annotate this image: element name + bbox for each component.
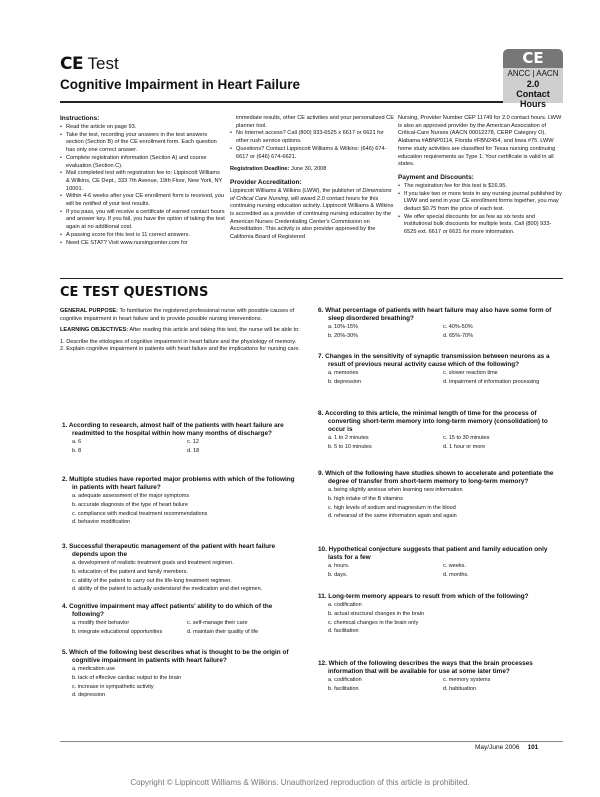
answer-options: [318, 323, 558, 341]
answer-option[interactable]: a. modify their behavior: [72, 620, 130, 626]
answer-option[interactable]: b. integrate educational opportunities: [72, 628, 163, 635]
question-text: 11. Long-term memory appears to result from which of the following?: [318, 593, 529, 600]
answer-option[interactable]: a. 6: [72, 439, 82, 445]
copyright-notice: Copyright © Lippincott Williams & Wilkins. Unauthorized reproduction of this article is prohibited.: [130, 778, 470, 787]
answer-options: [62, 492, 302, 527]
badge-line2: 2.0: [526, 79, 540, 89]
list-item: • Need CE STAT? Visit www.nursingcenter.com for: [60, 240, 225, 248]
answer-option[interactable]: d. behavior modification: [72, 519, 131, 526]
instructions-continued: immediate results, other CE activities and your personalized CE planner tool.: [236, 115, 394, 129]
instructions-list: [60, 124, 225, 247]
section-rule: [60, 278, 563, 279]
answer-option[interactable]: a. 1 to 2 minutes: [328, 435, 369, 441]
instructions-heading: Instructions:: [60, 115, 100, 122]
header-rule: [60, 101, 503, 103]
answer-options: [318, 676, 558, 694]
answer-option[interactable]: a. memories: [328, 370, 359, 376]
question-text: 1. According to research, almost half of the patients with heart failure are readmitted to the hospital within how many months of discharge?: [62, 422, 284, 437]
answer-option[interactable]: b. days.: [328, 571, 348, 578]
question-text: 3. Successful therapeutic management of the patient with heart failure depends upon the: [62, 543, 276, 558]
page-title: [60, 55, 560, 73]
answer-option[interactable]: b. 20%-30%: [328, 332, 358, 339]
badge-line3: Contact Hours: [516, 89, 550, 109]
answer-option[interactable]: d. depression: [72, 692, 106, 699]
answer-options: [318, 486, 558, 521]
question-11: [318, 593, 558, 636]
answer-option[interactable]: d. facilitation: [328, 628, 359, 635]
list-item: • If you take two or more tests in any nursing journal published by LWW and send in your CE enrollment forms together, you may deduct $0.75 from the price of each test.: [398, 191, 563, 214]
answer-option[interactable]: c. 15 to 30 minutes: [443, 435, 490, 441]
instructions-column: [60, 115, 225, 247]
answer-option[interactable]: b. facilitation: [328, 685, 359, 692]
answer-option[interactable]: b. depression: [328, 378, 362, 385]
answer-option[interactable]: a. being slightly anxious when learning new information: [328, 487, 463, 493]
answer-option[interactable]: c. memory systems: [443, 677, 491, 683]
list-item: • Questions? Contact Lippincott Williams & Wilkins: (646) 674-6617 or (646) 674-6621.: [230, 146, 395, 161]
answer-option[interactable]: b. 5 to 10 minutes: [328, 443, 372, 450]
badge-line1: ANCC | AACN: [507, 69, 559, 78]
accreditation-text: Lippincott Williams & Wilkins (LWW), the publisher of Dimensions of Critical Care Nursing, will award 2.0 contact hours for this continuing nursing education activity. Lippincott Williams & Wilkins is accredited as a provider of continuing nursing education by the American Nurses Credentialing Center's Commission on Accreditation. This activity is also provider approved by the California Board of Registered: [230, 187, 394, 241]
answer-option[interactable]: b. accurate diagnosis of the type of heart failure: [72, 501, 188, 508]
answer-option[interactable]: d. rehearsal of the same information again and again: [328, 513, 457, 520]
general-purpose: GENERAL PURPOSE: To familiarize the registered professional nurse with possible causes of cognitive impairment in heart failure and to provide possible nursing interventions.: [60, 308, 295, 322]
answer-option[interactable]: c. self-manage their care: [187, 620, 248, 626]
accreditation-heading: Provider Accreditation:: [230, 178, 302, 186]
answer-option[interactable]: b. high intake of the B vitamins: [328, 495, 403, 502]
list-item: • A passing score for this test is 11 correct answers.: [60, 232, 225, 240]
answer-option[interactable]: d. 1 hour or more: [443, 443, 486, 450]
answer-option[interactable]: c. increase in sympathetic activity: [72, 683, 154, 690]
answer-option[interactable]: b. 8: [72, 447, 82, 454]
answer-option[interactable]: b. education of the patient and family members.: [72, 568, 188, 575]
payment-column: [398, 115, 563, 237]
question-2: [62, 476, 302, 527]
question-text: 12. Which of the following describes the ways that the brain processes information that will be available for use at some later time?: [318, 660, 533, 675]
questions-heading: CE TEST QUESTIONS: [60, 285, 209, 300]
contact-list: [230, 130, 395, 161]
answer-option[interactable]: d. ability of the patient to actually understand the medication and diet regimen.: [72, 586, 263, 593]
question-10: [318, 546, 558, 580]
answer-option[interactable]: c. weeks.: [443, 563, 466, 569]
answer-option[interactable]: d. impairment of information processing: [443, 378, 540, 385]
answer-options: [318, 434, 558, 452]
answer-option[interactable]: a. hours.: [328, 563, 350, 569]
accreditation-continued: Nursing, Provider Number CEP 11749 for 2.0 contact hours. LWW is also an approved provider by the American Association of Critical-Care Nurses (AACN 00012278, CERP Category O), Alabama #ABNP0114, Florida #FBN2454, and Iowa #75. LWW home study activities are classified for Texas nursing continuing education requirements as Type 1. Your certificate is valid in all states.: [398, 115, 562, 168]
answer-options: [62, 665, 302, 700]
list-item: • No Internet access? Call (800) 933-6525 x 6617 or 6621 for other rush service options.: [230, 130, 395, 145]
question-text: 10. Hypothetical conjecture suggests that patient and family education only lasts for a few: [318, 546, 548, 561]
answer-option[interactable]: c. chemical changes in the brain only: [328, 619, 419, 626]
answer-option[interactable]: d. maintain their quality of life: [187, 628, 259, 635]
objectives-list: [60, 339, 305, 354]
badge-ce: CE: [503, 49, 563, 68]
answer-option[interactable]: d. months.: [443, 571, 469, 578]
question-9: [318, 470, 558, 521]
answer-options: [318, 601, 558, 636]
question-text: 6. What percentage of patients with heart failure may also have some form of sleep disordered breathing?: [318, 307, 552, 322]
answer-options: [318, 369, 558, 387]
list-item: • Mail completed test with registration fee to: Lippincott Williams & Wilkins, CE Dept., 333 7th Avenue, 19th Floor, New York, NY 10001.: [60, 170, 225, 193]
question-text: 5. Which of the following best describes what is thought to be the origin of cognitive impairment in patients with heart failure?: [62, 649, 289, 664]
badge-body: [503, 68, 563, 109]
answer-option[interactable]: c. 40%-50%: [443, 324, 473, 330]
question-text: 2. Multiple studies have reported major problems with which of the following in patients with heart failure?: [62, 476, 295, 491]
registration-deadline: Registration Deadline: June 30, 2008: [230, 166, 327, 173]
list-item: • Within 4-6 weeks after your CE enrollment form is received, you will be notified of your test results.: [60, 193, 225, 208]
answer-option[interactable]: a. adequate assessment of the major symptoms: [72, 493, 190, 499]
list-item: 1. Describe the etiologies of cognitive impairment in heart failure and the physiology of memory.: [60, 338, 297, 345]
answer-option[interactable]: a. medication use: [72, 666, 116, 672]
question-8: [318, 410, 558, 452]
answer-option[interactable]: d. habituation: [443, 685, 477, 692]
answer-option[interactable]: a. codification: [328, 602, 362, 608]
answer-options: [62, 619, 302, 637]
footer-rule: [60, 741, 563, 742]
answer-option[interactable]: b. actual structural changes in the brain: [328, 610, 425, 617]
page-number: 101: [527, 744, 539, 751]
test-label: Test: [87, 54, 119, 73]
question-12: [318, 660, 558, 694]
question-text: 8. According to this article, the minimal length of time for the process of converting short-term memory into long-term memory (consolidation) to occur is: [318, 410, 548, 433]
payment-heading: Payment and Discounts:: [398, 173, 474, 181]
answer-option[interactable]: c. slower reaction time: [443, 370, 498, 376]
list-item: • Complete registration information (Section A) and course evaluation (Section C).: [60, 155, 225, 170]
purpose-objectives: [60, 308, 305, 354]
answer-options: [318, 562, 558, 580]
answer-option[interactable]: a. development of realistic treatment goals and treatment regimen.: [72, 560, 234, 566]
answer-option[interactable]: d. 65%-70%: [443, 332, 473, 339]
issue-info: [475, 744, 538, 751]
list-item: • If you pass, you will receive a certificate of earned contact hours and answer key. If you fail, you have the option of taking the test again at no additional cost.: [60, 209, 225, 232]
answer-option[interactable]: c. ability of the patient to carry out the life-long treatment regimen.: [72, 577, 232, 584]
header: [60, 55, 560, 92]
payment-list: [398, 183, 563, 237]
question-3: [62, 543, 302, 594]
question-7: [318, 353, 558, 387]
contact-hours-badge: [503, 49, 563, 109]
accreditation-column: [230, 115, 395, 242]
question-4: [62, 603, 302, 637]
question-text: 9. Which of the following have studies shown to accelerate and potentiate the degree of transfer from short-term memory to long-term memory?: [318, 470, 554, 485]
ce-label: CE: [60, 54, 84, 74]
learning-objectives: LEARNING OBJECTIVES: After reading this article and taking this test, the nurse will be able to:: [60, 327, 300, 333]
answer-option[interactable]: c. 12: [187, 439, 199, 445]
question-5: [62, 649, 302, 700]
list-item: • We offer special discounts for as few as six tests and institutional bulk discounts for multiple tests. Call (800) 933-6525 ext. 6617 or 6621 for more information.: [398, 214, 563, 237]
answer-option[interactable]: c. high levels of sodium and magnesium in the blood: [328, 504, 456, 511]
issue-date: May/June 2006: [475, 744, 520, 751]
answer-option[interactable]: b. lack of effective cardiac output to the brain: [72, 674, 182, 681]
list-item: • Read the article on page 93.: [60, 124, 225, 132]
question-text: 4. Cognitive impairment may affect patients' ability to do which of the following?: [62, 603, 273, 618]
answer-option[interactable]: d. 18: [187, 447, 200, 454]
answer-options: [62, 438, 302, 456]
question-6: [318, 307, 558, 341]
list-item: • Take the test, recording your answers in the test answers section (Section B) of the CE enrollment form. Each question has only one correct answer.: [60, 132, 225, 155]
question-1: [62, 422, 302, 456]
list-item: • The registration fee for this test is $16.95.: [398, 183, 563, 191]
answer-option[interactable]: a. 10%-15%: [328, 324, 358, 330]
article-subtitle: Cognitive Impairment in Heart Failure: [60, 77, 301, 92]
answer-option[interactable]: a. codification: [328, 677, 362, 683]
question-text: 7. Changes in the sensitivity of synaptic transmission between neurons as a result of previous neural activity cause which of the following?: [318, 353, 550, 368]
answer-option[interactable]: c. compliance with medical treatment recommendations: [72, 510, 208, 517]
list-item: 2. Explain cognitive impairment in patients with heart failure and the implications for nursing care.: [60, 346, 301, 352]
answer-options: [62, 559, 302, 594]
